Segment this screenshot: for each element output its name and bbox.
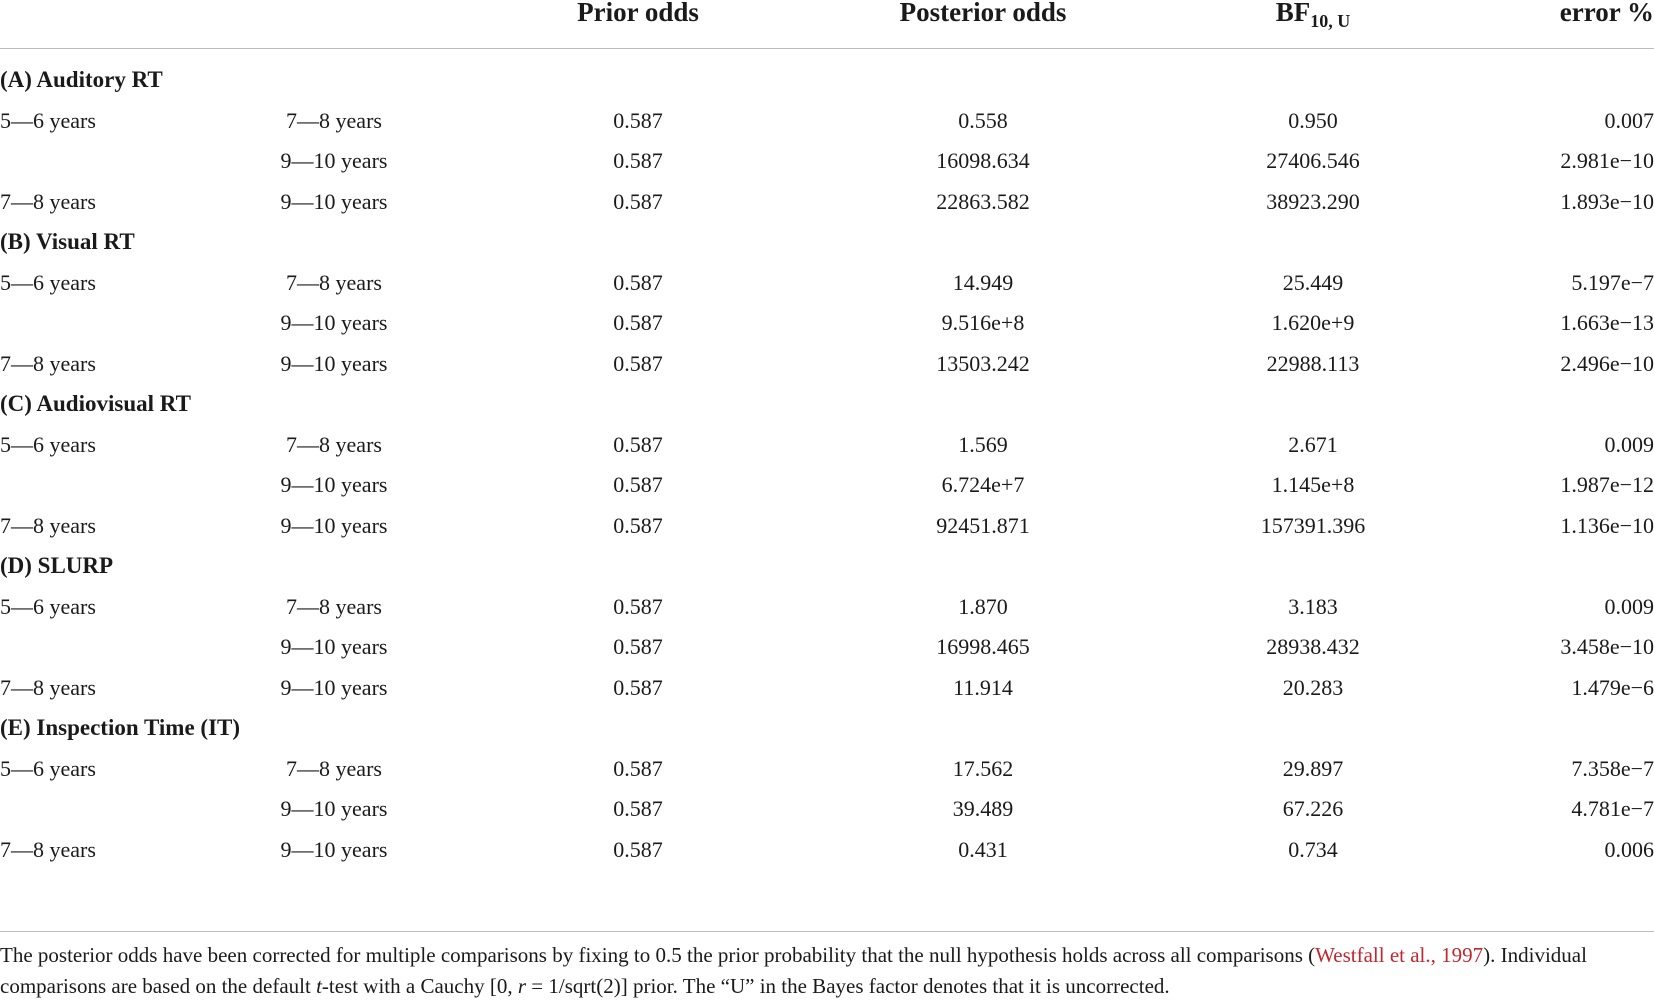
- section-header-row: [0, 59, 1654, 101]
- comparison-cell: 7—8 years: [286, 262, 382, 304]
- prior-odds-cell: 0.587: [613, 181, 663, 223]
- comparison-cell: 9—10 years: [281, 788, 388, 830]
- footnote-text-4: = 1/sqrt(2)] prior. The “U” in the Bayes factor denotes that it is uncorrected.: [526, 974, 1170, 998]
- error-percent-cell: 3.458e−10: [1560, 626, 1654, 668]
- error-percent-cell: 0.007: [1605, 100, 1654, 142]
- group-cell: 5—6 years: [0, 424, 96, 466]
- bayes-factor-cell: 0.734: [1288, 829, 1338, 871]
- table-bottom-rule: [0, 931, 1654, 932]
- error-percent-cell: 5.197e−7: [1571, 262, 1654, 304]
- comparison-cell: 9—10 years: [281, 626, 388, 668]
- bayes-factor-cell: 157391.396: [1261, 505, 1366, 547]
- table-row: [0, 748, 1654, 790]
- posterior-odds-cell: 16998.465: [936, 626, 1030, 668]
- bayes-factor-cell: 27406.546: [1266, 140, 1360, 182]
- group-cell: 5—6 years: [0, 100, 96, 142]
- header-error-percent: error %: [1560, 0, 1654, 32]
- table-row: [0, 181, 1654, 223]
- comparison-cell: 9—10 years: [281, 464, 388, 506]
- group-cell: 7—8 years: [0, 181, 96, 223]
- section-header-row: [0, 707, 1654, 749]
- section-header-row: [0, 221, 1654, 263]
- posterior-odds-cell: 13503.242: [936, 343, 1030, 385]
- section-header-row: [0, 545, 1654, 587]
- section-header-row: [0, 383, 1654, 425]
- error-percent-cell: 4.781e−7: [1571, 788, 1654, 830]
- prior-odds-cell: 0.587: [613, 302, 663, 344]
- footnote-text-3: -test with a Cauchy [0,: [322, 974, 518, 998]
- group-cell: 7—8 years: [0, 343, 96, 385]
- section-title: (A) Auditory RT: [0, 59, 163, 101]
- header-posterior-odds: Posterior odds: [900, 0, 1067, 32]
- table-row: [0, 343, 1654, 385]
- prior-odds-cell: 0.587: [613, 667, 663, 709]
- comparison-cell: 7—8 years: [286, 100, 382, 142]
- error-percent-cell: 1.136e−10: [1560, 505, 1654, 547]
- posterior-odds-cell: 0.431: [958, 829, 1008, 871]
- comparison-cell: 9—10 years: [281, 505, 388, 547]
- error-percent-cell: 1.663e−13: [1560, 302, 1654, 344]
- bayes-factor-cell: 29.897: [1283, 748, 1344, 790]
- table-row: [0, 667, 1654, 709]
- error-percent-cell: 0.009: [1605, 586, 1654, 628]
- table-row: [0, 302, 1654, 344]
- error-percent-cell: 0.009: [1605, 424, 1654, 466]
- group-cell: 7—8 years: [0, 667, 96, 709]
- table-row: [0, 586, 1654, 628]
- posterior-odds-cell: 0.558: [958, 100, 1008, 142]
- prior-odds-cell: 0.587: [613, 586, 663, 628]
- section-title: (C) Audiovisual RT: [0, 383, 191, 425]
- prior-odds-cell: 0.587: [613, 505, 663, 547]
- table-row: [0, 424, 1654, 466]
- bayes-factor-cell: 1.145e+8: [1272, 464, 1355, 506]
- table-row: [0, 829, 1654, 871]
- bayes-factor-cell: 1.620e+9: [1272, 302, 1355, 344]
- posterior-odds-cell: 16098.634: [936, 140, 1030, 182]
- footnote-italic-t: t: [316, 974, 322, 998]
- footnote-italic-r: r: [518, 974, 526, 998]
- header-bayes-factor: [1276, 0, 1351, 41]
- table-row: [0, 140, 1654, 182]
- bayes-factor-cell: 38923.290: [1266, 181, 1360, 223]
- section-title: (E) Inspection Time (IT): [0, 707, 240, 749]
- posterior-odds-cell: 92451.871: [936, 505, 1030, 547]
- header-bf-subscript: 10, U: [1310, 11, 1350, 31]
- group-cell: 7—8 years: [0, 829, 96, 871]
- group-cell: 5—6 years: [0, 586, 96, 628]
- error-percent-cell: 0.006: [1605, 829, 1654, 871]
- header-prior-odds: Prior odds: [577, 0, 699, 32]
- comparison-cell: 7—8 years: [286, 586, 382, 628]
- prior-odds-cell: 0.587: [613, 788, 663, 830]
- prior-odds-cell: 0.587: [613, 829, 663, 871]
- bayes-factor-cell: 2.671: [1288, 424, 1338, 466]
- section-title: (D) SLURP: [0, 545, 113, 587]
- header-bf-main: BF: [1276, 0, 1311, 27]
- table-row: [0, 100, 1654, 142]
- prior-odds-cell: 0.587: [613, 262, 663, 304]
- bayes-factor-cell: 25.449: [1283, 262, 1344, 304]
- table-footnote: [0, 940, 1654, 1002]
- footnote-text-1: The posterior odds have been corrected for multiple comparisons by fixing to 0.5 the prior probability that the null hypothesis holds across all comparisons (: [0, 943, 1315, 967]
- posterior-odds-cell: 22863.582: [936, 181, 1030, 223]
- posterior-odds-cell: 1.569: [958, 424, 1008, 466]
- comparison-cell: 9—10 years: [281, 140, 388, 182]
- bayes-factor-cell: 22988.113: [1267, 343, 1360, 385]
- bayes-factor-cell: 67.226: [1283, 788, 1344, 830]
- prior-odds-cell: 0.587: [613, 464, 663, 506]
- prior-odds-cell: 0.587: [613, 748, 663, 790]
- prior-odds-cell: 0.587: [613, 140, 663, 182]
- group-cell: 5—6 years: [0, 748, 96, 790]
- posterior-odds-cell: 39.489: [953, 788, 1014, 830]
- prior-odds-cell: 0.587: [613, 424, 663, 466]
- posterior-odds-cell: 6.724e+7: [942, 464, 1025, 506]
- group-cell: 7—8 years: [0, 505, 96, 547]
- group-cell: 5—6 years: [0, 262, 96, 304]
- bayes-factor-cell: 28938.432: [1266, 626, 1360, 668]
- comparison-cell: 7—8 years: [286, 748, 382, 790]
- posterior-odds-cell: 17.562: [953, 748, 1014, 790]
- comparison-cell: 9—10 years: [281, 302, 388, 344]
- comparison-cell: 9—10 years: [281, 343, 388, 385]
- footnote-text-2: ). Individual comparisons are based on the default: [0, 943, 1587, 998]
- prior-odds-cell: 0.587: [613, 343, 663, 385]
- comparison-cell: 9—10 years: [281, 667, 388, 709]
- table-header: [0, 0, 1654, 49]
- posterior-odds-cell: 14.949: [953, 262, 1014, 304]
- prior-odds-cell: 0.587: [613, 100, 663, 142]
- bayes-factor-cell: 0.950: [1288, 100, 1338, 142]
- error-percent-cell: 2.981e−10: [1560, 140, 1654, 182]
- posterior-odds-cell: 9.516e+8: [942, 302, 1025, 344]
- table-row: [0, 626, 1654, 668]
- error-percent-cell: 7.358e−7: [1571, 748, 1654, 790]
- table-row: [0, 262, 1654, 304]
- error-percent-cell: 1.893e−10: [1560, 181, 1654, 223]
- prior-odds-cell: 0.587: [613, 626, 663, 668]
- posterior-odds-cell: 11.914: [953, 667, 1013, 709]
- error-percent-cell: 2.496e−10: [1560, 343, 1654, 385]
- error-percent-cell: 1.987e−12: [1560, 464, 1654, 506]
- section-title: (B) Visual RT: [0, 221, 135, 263]
- bayes-factor-cell: 20.283: [1283, 667, 1344, 709]
- table-row: [0, 505, 1654, 547]
- bayes-factor-cell: 3.183: [1288, 586, 1338, 628]
- table-row: [0, 788, 1654, 830]
- comparison-cell: 7—8 years: [286, 424, 382, 466]
- comparison-cell: 9—10 years: [281, 181, 388, 223]
- error-percent-cell: 1.479e−6: [1571, 667, 1654, 709]
- comparison-cell: 9—10 years: [281, 829, 388, 871]
- posterior-odds-cell: 1.870: [958, 586, 1008, 628]
- table-row: [0, 464, 1654, 506]
- footnote-citation-link[interactable]: Westfall et al., 1997: [1315, 943, 1483, 967]
